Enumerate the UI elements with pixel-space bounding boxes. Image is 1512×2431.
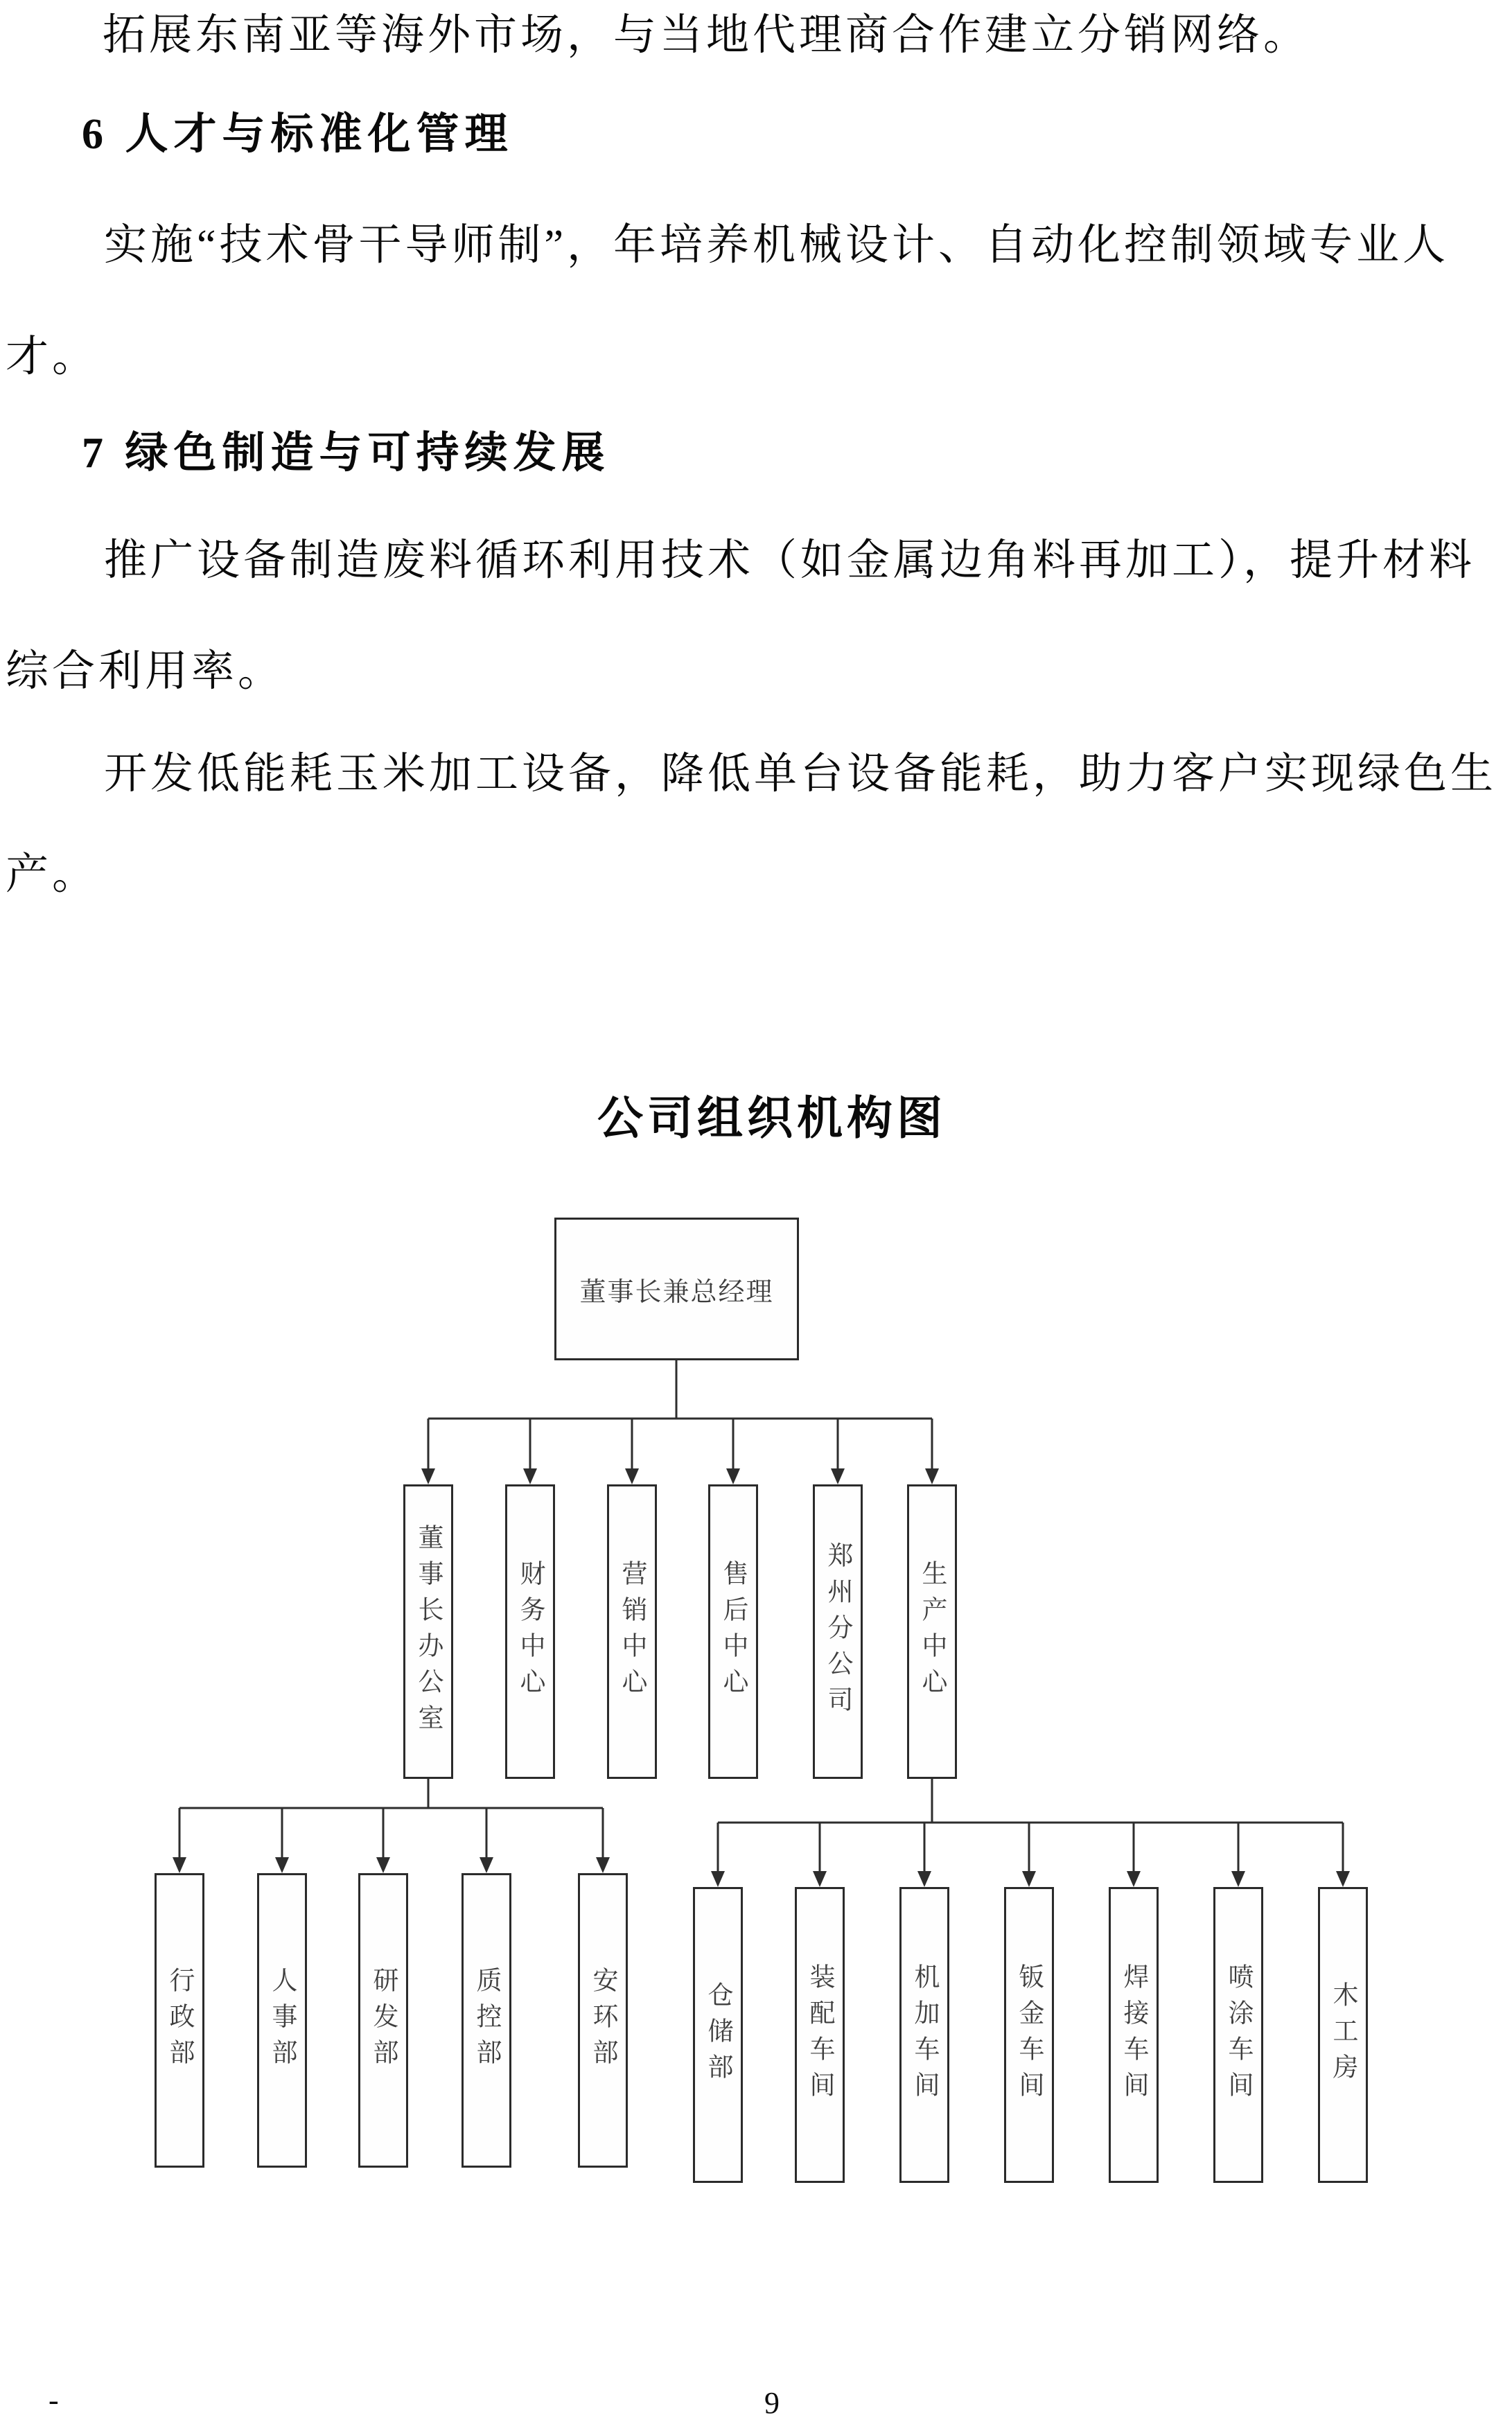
paragraph-line: 才。 (6, 333, 99, 380)
section-heading-7: 7 绿色制造与可持续发展 (82, 430, 610, 477)
org-box-warehouse-dept (693, 1887, 743, 2183)
page-number: 9 (764, 2386, 780, 2420)
org-box-zhengzhou-branch (813, 1484, 863, 1779)
org-box-admin-dept (155, 1873, 204, 2168)
paragraph-line: 综合利用率。 (6, 648, 285, 695)
org-box-label: 质控部 (473, 1966, 501, 2075)
chart-title: 公司组织机构图 (597, 1094, 947, 1144)
paragraph-line: 开发低能耗玉米加工设备，降低单台设备能耗，助力客户实现绿色生 (104, 751, 1497, 798)
org-box-label: 喷涂车间 (1224, 1963, 1253, 2107)
org-box-marketing-center (607, 1484, 657, 1779)
org-box-label: 安环部 (589, 1966, 617, 2075)
paragraph-line: 产。 (6, 851, 99, 898)
org-box-safety-env-dept (578, 1873, 628, 2168)
org-box-label: 生产中心 (918, 1559, 947, 1704)
org-box-label: 钣金车间 (1015, 1963, 1044, 2107)
org-box-production-center (907, 1484, 957, 1779)
connector-root-to-level2 (421, 1360, 939, 1484)
org-box-quality-dept (461, 1873, 511, 2168)
org-box-label: 木工房 (1329, 1981, 1357, 2089)
org-box-assembly-workshop (795, 1887, 845, 2183)
org-box-hr-dept (257, 1873, 307, 2168)
org-box-label: 研发部 (369, 1966, 398, 2075)
org-box-sheetmetal-workshop (1004, 1887, 1054, 2183)
org-box-label: 行政部 (166, 1966, 194, 2075)
org-box-label: 董事长办公室 (414, 1523, 443, 1740)
connector-production-to-workshops (711, 1779, 1350, 1887)
org-box-label: 仓储部 (704, 1981, 732, 2089)
footer-dash: - (49, 2383, 59, 2417)
org-box-label: 焊接车间 (1120, 1963, 1148, 2107)
paragraph-line: 推广设备制造废料循环利用技术（如金属边角料再加工），提升材料 (104, 537, 1476, 584)
org-box-welding-workshop (1109, 1887, 1159, 2183)
paragraph-line: 拓展东南亚等海外市场，与当地代理商合作建立分销网络。 (103, 12, 1310, 59)
org-box-machining-workshop (899, 1887, 949, 2183)
org-box-label: 营销中心 (618, 1559, 647, 1704)
org-box-label: 人事部 (268, 1966, 297, 2075)
org-box-aftersales-center (708, 1484, 758, 1779)
org-box-rd-dept (358, 1873, 408, 2168)
org-box-label: 财务中心 (516, 1559, 545, 1704)
connector-office-to-departments (173, 1779, 610, 1873)
org-box-label: 装配车间 (806, 1963, 834, 2107)
org-box-carpentry-room (1318, 1887, 1368, 2183)
section-heading-6: 6 人才与标准化管理 (82, 111, 513, 158)
org-box-finance-center (505, 1484, 555, 1779)
org-box-label: 售后中心 (719, 1559, 748, 1704)
org-box-label: 董事长兼总经理 (579, 1277, 774, 1307)
org-box-label: 机加车间 (911, 1963, 939, 2107)
paragraph-line: 实施“技术骨干导师制”，年培养机械设计、自动化控制领域专业人 (104, 222, 1450, 269)
org-box-chairman-general-manager (554, 1218, 799, 1360)
org-box-chairman-office (403, 1484, 453, 1779)
org-box-label: 郑州分公司 (824, 1541, 852, 1722)
org-box-painting-workshop (1213, 1887, 1263, 2183)
